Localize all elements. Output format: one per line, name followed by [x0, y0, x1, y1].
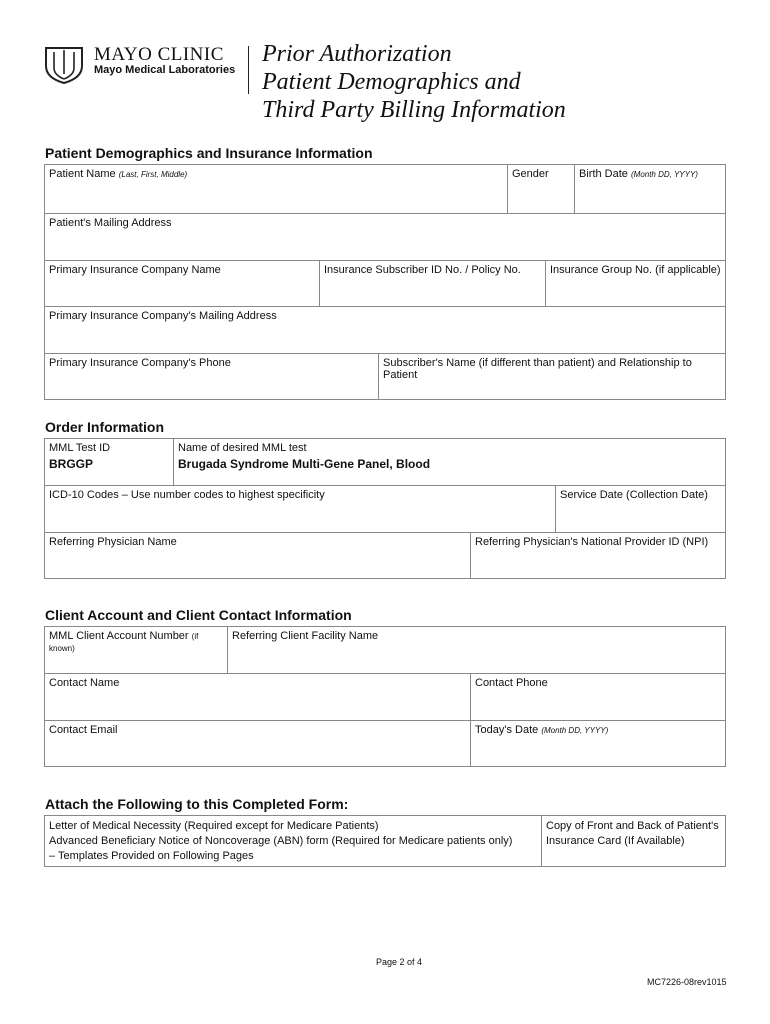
contact-name-field[interactable]: Contact Name [49, 677, 120, 689]
order-heading: Order Information [45, 419, 165, 435]
page-title: Prior Authorization Patient Demographics and Third Party Billing Information [262, 41, 566, 123]
attach-table [44, 815, 726, 867]
demographics-table [44, 164, 726, 400]
attach-letter-item: Letter of Medical Necessity (Required except for Medicare Patients) Advanced Beneficiary Notice of Noncoverage (ABN) form (Required for Medicare patients only) – Templates Provided on Following Pages [49, 820, 513, 862]
insurance-phone-field[interactable]: Primary Insurance Company's Phone [49, 357, 231, 369]
header-divider [248, 46, 249, 94]
insurance-address-field[interactable]: Primary Insurance Company's Mailing Address [49, 310, 277, 322]
birth-date-field[interactable]: Birth Date (Month DD, YYYY) [574, 165, 725, 213]
service-date-field[interactable]: Service Date (Collection Date) [555, 486, 725, 532]
patient-name-field[interactable]: Patient Name (Last, First, Middle) [49, 168, 188, 180]
group-no-field[interactable]: Insurance Group No. (if applicable) [545, 261, 725, 306]
contact-email-field[interactable]: Contact Email [49, 724, 118, 736]
test-name-value: Brugada Syndrome Multi-Gene Panel, Blood [178, 457, 431, 471]
attach-heading: Attach the Following to this Completed Form: [45, 796, 349, 812]
mayo-shield-icon [44, 44, 84, 84]
test-id-value: BRGGP [49, 457, 94, 471]
insurance-company-field[interactable]: Primary Insurance Company Name [49, 264, 221, 276]
account-number-field[interactable]: MML Client Account Number (if known) [49, 630, 199, 653]
test-id-field[interactable]: MML Test ID BRGGP [45, 439, 173, 485]
page-number: Page 2 of 4 [376, 957, 423, 967]
test-name-field[interactable]: Name of desired MML test Brugada Syndrome Multi-Gene Panel, Blood [173, 439, 725, 485]
mailing-address-field[interactable]: Patient's Mailing Address [49, 217, 172, 229]
subscriber-id-field[interactable]: Insurance Subscriber ID No. / Policy No. [319, 261, 545, 306]
demographics-heading: Patient Demographics and Insurance Information [45, 145, 373, 161]
facility-name-field[interactable]: Referring Client Facility Name [227, 627, 725, 673]
gender-field[interactable]: Gender [507, 165, 574, 213]
icd-codes-field[interactable]: ICD-10 Codes – Use number codes to highest specificity [49, 489, 325, 501]
logo-subtitle: Mayo Medical Laboratories [94, 64, 236, 76]
form-code: MC7226-08rev1015 [647, 977, 727, 987]
mayo-clinic-logo [44, 44, 244, 84]
contact-phone-field[interactable]: Contact Phone [470, 674, 725, 720]
order-table [44, 438, 726, 579]
subscriber-name-field[interactable]: Subscriber's Name (if different than patient) and Relationship to Patient [378, 354, 725, 399]
client-heading: Client Account and Client Contact Information [45, 607, 352, 623]
physician-name-field[interactable]: Referring Physician Name [49, 536, 177, 548]
client-table [44, 626, 726, 767]
attach-insurance-card-item: Copy of Front and Back of Patient's Insurance Card (If Available) [541, 816, 725, 866]
physician-npi-field[interactable]: Referring Physician's National Provider ID (NPI) [470, 533, 725, 578]
todays-date-field[interactable]: Today's Date (Month DD, YYYY) [470, 721, 725, 766]
logo-name: MAYO CLINIC [94, 44, 224, 65]
